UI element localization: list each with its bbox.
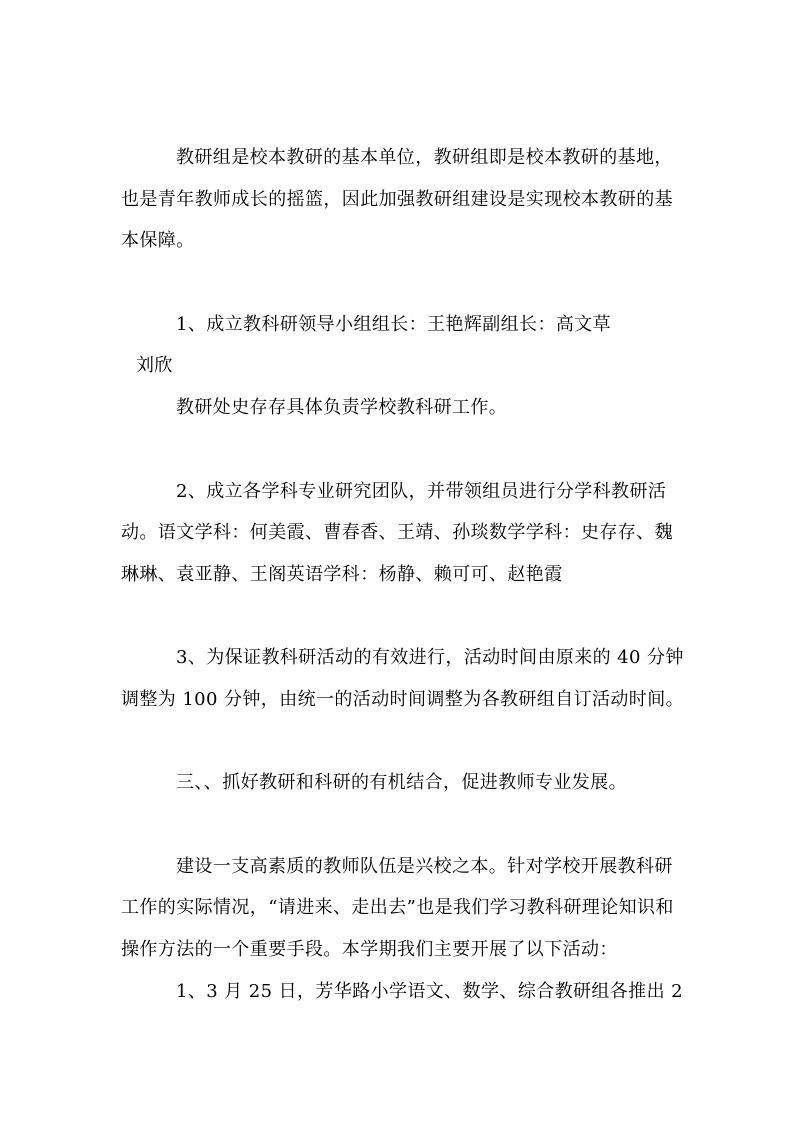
paragraph-line: 动。语文学科：何美霞、曹春香、王靖、孙琰数学学科：史存存、魏: [121, 522, 673, 543]
paragraph-line: 也是青年教师成长的摇篮，因此加强教研组建设是实现校本教研的基: [121, 189, 673, 210]
paragraph-line: 调整为 100 分钟，由统一的活动时间调整为各教研组自订活动时间。: [121, 689, 684, 710]
paragraph-line: 本保障。: [121, 230, 195, 251]
paragraph-line: 教研处史存存具体负责学校教科研工作。: [176, 397, 508, 418]
paragraph-line: 1、成立教科研领导小组组长：王艳辉副组长：高文草: [176, 314, 612, 335]
paragraph-line: 2、成立各学科专业研究团队，并带领组员进行分学科教研活: [176, 481, 667, 502]
paragraph-line: 教研组是校本教研的基本单位，教研组即是校本教研的基地，: [176, 147, 673, 168]
paragraph-line: 3、为保证教科研活动的有效进行，活动时间由原来的 40 分钟: [176, 647, 684, 668]
paragraph-line: 操作方法的一个重要手段。本学期我们主要开展了以下活动：: [121, 939, 618, 960]
paragraph-line: 工作的实际情况，“请进来、走出去”也是我们学习教科研理论知识和: [121, 897, 674, 918]
paragraph-line: 琳琳、袁亚静、王阁英语学科：杨静、赖可可、赵艳霞: [121, 564, 563, 585]
section-heading: 三、、抓好教研和科研的有机结合，促进教师专业发展。: [176, 772, 627, 793]
paragraph-line: 建设一支高素质的教师队伍是兴校之本。针对学校开展教科研: [176, 856, 673, 877]
paragraph-line: 刘欣: [136, 355, 173, 376]
paragraph-line: 1、3 月 25 日，芳华路小学语文、数学、综合教研组各推出 2: [176, 981, 683, 1002]
